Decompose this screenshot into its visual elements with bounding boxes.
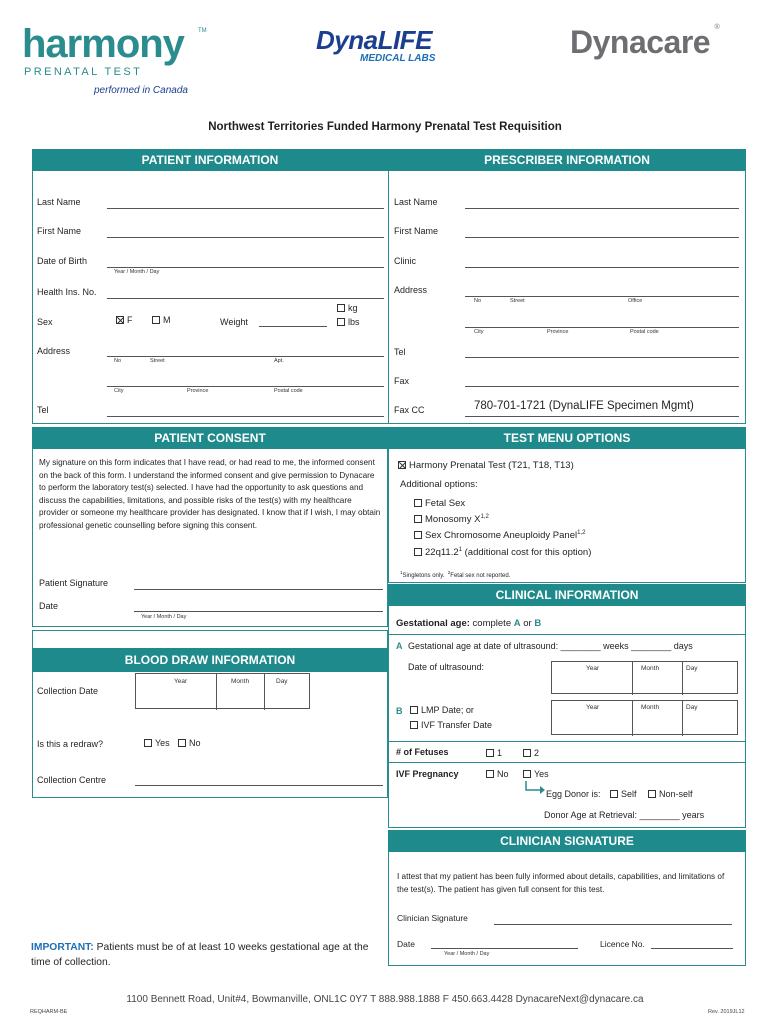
- footnote1-text: Singletons only.: [402, 573, 445, 579]
- prescriber-info-header: PRESCRIBER INFORMATION: [388, 149, 746, 171]
- patient-prescriber-box: [32, 149, 746, 424]
- egg-self-text: Self: [621, 789, 637, 799]
- dynalife-wordmark: DynaLIFE: [316, 25, 432, 55]
- us-month-hint: Month: [641, 665, 660, 672]
- footnote2-sup: 2: [447, 570, 451, 575]
- checkbox-icon: [337, 318, 345, 326]
- us-year-hint: Year: [586, 665, 600, 672]
- checkbox-icon: [523, 749, 531, 757]
- lmp-day-hint: Day: [686, 704, 698, 711]
- prescriber-fax-input[interactable]: [465, 386, 739, 387]
- fetuses-1-text: 1: [497, 748, 503, 758]
- dynalife-logo: [316, 26, 456, 70]
- patient-first-name-label: First Name: [37, 226, 82, 236]
- checkbox-icon: [414, 531, 422, 539]
- consent-date-hint: Year / Month / Day: [141, 614, 187, 620]
- patient-signature-label: Patient Signature: [39, 578, 109, 588]
- lbs-text: lbs: [348, 317, 360, 327]
- footnote2-text: Fetal sex not reported.: [450, 573, 511, 579]
- blood-draw-header: BLOOD DRAW INFORMATION: [32, 648, 388, 672]
- divider: [682, 662, 683, 695]
- lmp-year-hint: Year: [586, 704, 600, 711]
- important-note: [31, 940, 376, 970]
- fetuses-1-checkbox[interactable]: [486, 748, 502, 758]
- prescriber-address-city-hint: City: [474, 329, 484, 335]
- patient-health-ins-label: Health Ins. No.: [37, 287, 97, 297]
- prescriber-tel-input[interactable]: [465, 357, 739, 358]
- prescriber-fax-cc-label: Fax CC: [394, 405, 425, 415]
- sca-checkbox[interactable]: [414, 530, 585, 541]
- weight-kg-checkbox[interactable]: [337, 303, 358, 313]
- sca-text: Sex Chromosome Aneuploidy Panel: [425, 530, 578, 542]
- prescriber-address-no-hint: No: [474, 298, 482, 304]
- checkbox-icon: [486, 749, 494, 757]
- patient-address-line2[interactable]: [107, 386, 384, 387]
- fetuses-label: # of Fetuses: [396, 747, 449, 757]
- ga-rest: complete: [469, 618, 514, 629]
- q11-sup: 1: [458, 547, 462, 553]
- checkbox-icon: [610, 790, 618, 798]
- checkbox-icon: [523, 770, 531, 778]
- monosomy-checkbox[interactable]: [414, 514, 489, 525]
- patient-address-street-hint: Street: [150, 358, 165, 364]
- collection-centre-input[interactable]: [135, 785, 383, 786]
- egg-self-checkbox[interactable]: [610, 789, 637, 799]
- dynalife-subtitle: MEDICAL LABS: [360, 53, 436, 64]
- harmony-logo: [22, 22, 212, 102]
- ivf-divider: [388, 762, 746, 763]
- cd-day-hint: Day: [276, 678, 288, 685]
- redraw-no-checkbox[interactable]: [178, 738, 201, 748]
- checkbox-icon: [152, 316, 160, 324]
- patient-sex-label: Sex: [37, 317, 53, 327]
- checkbox-icon: [414, 499, 422, 507]
- cd-year-hint: Year: [174, 678, 188, 685]
- ivf-no-checkbox[interactable]: [486, 769, 509, 779]
- patient-consent-header: PATIENT CONSENT: [32, 427, 388, 449]
- checkbox-icon: [486, 770, 494, 778]
- prescriber-tel-label: Tel: [394, 347, 406, 357]
- patient-last-name-input[interactable]: [107, 208, 384, 209]
- clinician-signature-header: CLINICIAN SIGNATURE: [388, 830, 746, 852]
- ga-divider: [388, 634, 746, 635]
- harmony-tagline: performed in Canada: [94, 85, 188, 96]
- footer-code: REQHARM-BE: [30, 1009, 68, 1015]
- cd-month-hint: Month: [231, 678, 250, 685]
- divider: [216, 674, 217, 710]
- collection-date-label: Collection Date: [37, 686, 99, 696]
- monosomy-sup: 1,2: [480, 514, 489, 520]
- checkbox-icon: [414, 548, 422, 556]
- donor-age-label: Donor Age at Retrieval: ________ years: [544, 810, 705, 820]
- patient-first-name-input[interactable]: [107, 237, 384, 238]
- weight-lbs-checkbox[interactable]: [337, 317, 360, 327]
- checkbox-checked-icon: [398, 461, 406, 469]
- dynacare-logo: [570, 24, 750, 64]
- prescriber-address-street-hint: Street: [510, 298, 525, 304]
- prescriber-address-line1[interactable]: [465, 296, 739, 297]
- patient-address-postal-hint: Postal code: [274, 388, 303, 394]
- us-day-hint: Day: [686, 665, 698, 672]
- collection-centre-label: Collection Centre: [37, 775, 107, 785]
- checkbox-icon: [410, 721, 418, 729]
- harmony-test-checkbox[interactable]: [398, 460, 574, 471]
- patient-tel-label: Tel: [37, 405, 49, 415]
- fetal-sex-text: Fetal Sex: [425, 498, 466, 509]
- divider: [632, 701, 633, 736]
- ivf-transfer-text: IVF Transfer Date: [421, 720, 493, 730]
- ga-a: A: [513, 618, 521, 629]
- redraw-no-text: No: [189, 738, 201, 748]
- ga-bold: Gestational age:: [396, 618, 470, 629]
- option-b-label: B: [396, 706, 403, 716]
- patient-tel-input[interactable]: [107, 416, 384, 417]
- checkbox-checked-icon: [116, 316, 124, 324]
- clinician-signature-label: Clinician Signature: [397, 913, 468, 923]
- sex-f-text: F: [127, 315, 133, 325]
- option-a-text: Gestational age at date of ultrasound: ________ weeks ________ days: [408, 641, 693, 651]
- divider: [388, 171, 389, 424]
- egg-nonself-checkbox[interactable]: [648, 789, 693, 799]
- footer-address: 1100 Bennett Road, Unit#4, Bowmanville, ONL1C 0Y7 T 888.988.1888 F 450.663.4428 DynacareNext@dynacare.ca: [126, 994, 644, 1005]
- patient-info-header: PATIENT INFORMATION: [32, 149, 388, 171]
- prescriber-address-province-hint: Province: [547, 329, 569, 335]
- egg-donor-label: Egg Donor is:: [546, 789, 601, 799]
- q11-note: (additional cost for this option): [461, 547, 592, 559]
- divider: [264, 674, 265, 710]
- dynacare-tm: ®: [714, 24, 720, 31]
- checkbox-icon: [178, 739, 186, 747]
- monosomy-text: Monosomy X: [425, 514, 481, 526]
- lmp-text: LMP Date; or: [421, 705, 474, 715]
- ivf-yes-text: Yes: [534, 769, 549, 779]
- ivf-no-text: No: [497, 769, 509, 779]
- prescriber-last-name-input[interactable]: [465, 208, 739, 209]
- fetuses-divider: [388, 741, 746, 742]
- fetal-sex-checkbox[interactable]: [414, 498, 465, 509]
- redraw-yes-checkbox[interactable]: [144, 738, 170, 748]
- ivf-yes-checkbox[interactable]: [523, 769, 549, 779]
- additional-options-label: Additional options:: [400, 479, 478, 490]
- licence-label: Licence No.: [600, 939, 645, 949]
- sex-f-checkbox[interactable]: [116, 315, 133, 325]
- harmony-subtitle: PRENATAL TEST: [24, 66, 143, 78]
- patient-last-name-label: Last Name: [37, 197, 81, 207]
- prescriber-first-name-input[interactable]: [465, 237, 739, 238]
- option-a-label: A: [396, 641, 403, 651]
- lmp-checkbox[interactable]: [410, 705, 474, 715]
- q11-checkbox[interactable]: [414, 547, 591, 558]
- harmony-wordmark: harmony: [22, 22, 184, 66]
- footnote1-sup: 1: [400, 570, 403, 575]
- important-label: IMPORTANT:: [31, 942, 94, 953]
- clinician-signature-input[interactable]: [494, 924, 732, 925]
- clinical-info-header: CLINICAL INFORMATION: [388, 584, 746, 606]
- ga-or: or: [520, 618, 535, 629]
- prescriber-clinic-input[interactable]: [465, 267, 739, 268]
- ga-b: B: [534, 618, 542, 629]
- harmony-test-text: Harmony Prenatal Test (T21, T18, T13): [409, 460, 574, 471]
- prescriber-address-label: Address: [394, 285, 428, 295]
- checkbox-icon: [337, 304, 345, 312]
- consent-date-input[interactable]: [134, 611, 383, 612]
- patient-dob-input[interactable]: [107, 267, 384, 268]
- patient-weight-input[interactable]: [259, 326, 327, 327]
- patient-address-label: Address: [37, 346, 71, 356]
- patient-address-no-hint: No: [114, 358, 122, 364]
- q11-text: 22q11.2: [425, 547, 459, 559]
- patient-weight-label: Weight: [220, 317, 248, 327]
- date-of-ultrasound-label: Date of ultrasound:: [408, 662, 485, 672]
- important-text: Patients must be of at least 10 weeks gestational age at the time of collection.: [31, 942, 369, 968]
- gestational-age-instruction: [396, 618, 541, 629]
- prescriber-clinic-label: Clinic: [394, 256, 417, 266]
- prescriber-fax-label: Fax: [394, 376, 410, 386]
- checkbox-icon: [648, 790, 656, 798]
- fetuses-2-text: 2: [534, 748, 540, 758]
- ivf-transfer-checkbox[interactable]: [410, 720, 492, 730]
- patient-dob-hint: Year / Month / Day: [114, 269, 160, 275]
- sca-sup: 1,2: [577, 530, 586, 536]
- divider: [682, 701, 683, 736]
- patient-address-apt-hint: Apt.: [274, 358, 284, 364]
- form-title: Northwest Territories Funded Harmony Prenatal Test Requisition: [208, 121, 562, 133]
- dynacare-wordmark: Dynacare: [570, 24, 711, 60]
- clinician-date-input[interactable]: [431, 948, 578, 949]
- egg-nonself-text: Non-self: [659, 789, 693, 799]
- patient-signature-input[interactable]: [134, 589, 383, 590]
- kg-text: kg: [348, 303, 358, 313]
- consent-text: My signature on this form indicates that I have read, or had read to me, the informed consent on the back of this form. I understand the informed consent and give permission to Dynacare to perform the laboratory test(s) selected. I have had the opportunity to ask questions and discuss the capabilities, limitations, and possible risks of the test(s) with my healthcare provider or someone my healthcare provider has designated. I know that if I wish, I may obtain professional genetic counselling before signing this consent.: [39, 458, 381, 530]
- harmony-tm: TM: [198, 28, 207, 34]
- prescriber-fax-cc-input[interactable]: [465, 416, 739, 417]
- prescriber-last-name-label: Last Name: [394, 197, 438, 207]
- test-menu-header: TEST MENU OPTIONS: [388, 427, 746, 449]
- test-footnotes: [400, 570, 510, 579]
- prescriber-fax-cc-value: 780-701-1721 (DynaLIFE Specimen Mgmt): [474, 400, 694, 412]
- sex-m-text: M: [163, 315, 171, 325]
- clinician-date-hint: Year / Month / Day: [444, 951, 490, 957]
- clinician-date-label: Date: [397, 939, 415, 949]
- prescriber-address-postal-hint: Postal code: [630, 329, 659, 335]
- sex-m-checkbox[interactable]: [152, 315, 171, 325]
- patient-health-ins-input[interactable]: [107, 298, 384, 299]
- redraw-label: Is this a redraw?: [37, 739, 104, 749]
- arrow-icon: [524, 780, 546, 796]
- footer-rev: Rev. 2019JL12: [708, 1009, 745, 1015]
- prescriber-first-name-label: First Name: [394, 226, 439, 236]
- checkbox-icon: [414, 515, 422, 523]
- patient-address-line1[interactable]: [107, 356, 384, 357]
- redraw-yes-text: Yes: [155, 738, 170, 748]
- licence-input[interactable]: [651, 948, 733, 949]
- checkbox-icon: [410, 706, 418, 714]
- consent-date-label: Date: [39, 601, 59, 611]
- patient-dob-label: Date of Birth: [37, 256, 88, 266]
- patient-address-city-hint: City: [114, 388, 124, 394]
- prescriber-address-office-hint: Office: [628, 298, 643, 304]
- divider: [632, 662, 633, 695]
- patient-address-province-hint: Province: [187, 388, 209, 394]
- ivf-pregnancy-label: IVF Pregnancy: [396, 769, 459, 779]
- clinician-attest-text: I attest that my patient has been fully informed about details, capabilities, and limitations of the test(s). The patient has given full consent for this test.: [397, 872, 725, 894]
- checkbox-icon: [144, 739, 152, 747]
- lmp-month-hint: Month: [641, 704, 660, 711]
- prescriber-address-line2[interactable]: [465, 327, 739, 328]
- fetuses-2-checkbox[interactable]: [523, 748, 539, 758]
